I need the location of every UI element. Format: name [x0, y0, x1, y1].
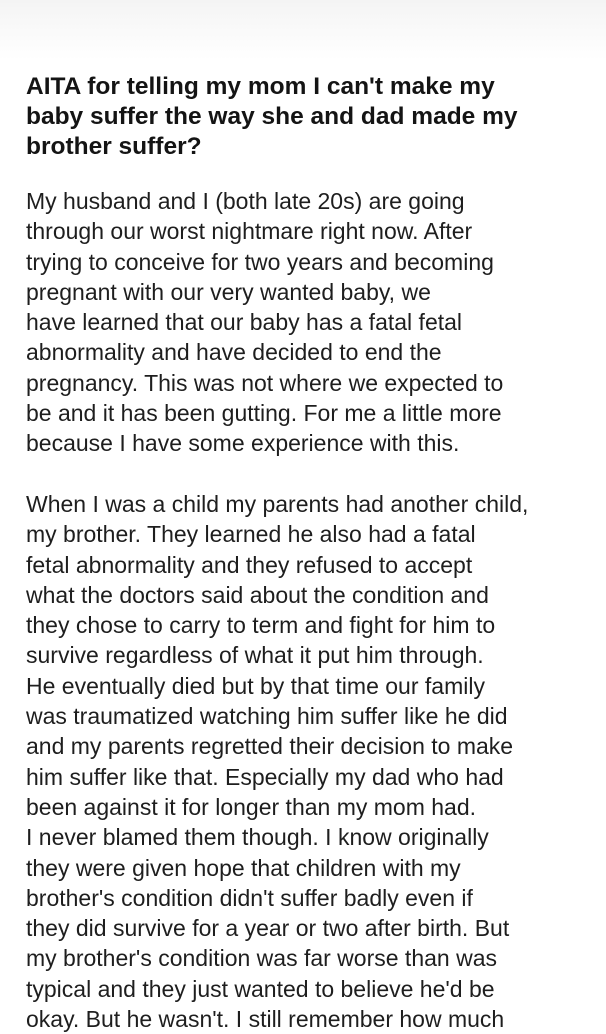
- top-fade: [0, 0, 606, 60]
- body-line: trying to conceive for two years and becoming: [26, 248, 494, 275]
- post-body: [26, 186, 606, 1033]
- body-line: survive regardless of what it put him through.: [26, 642, 484, 669]
- body-line: When I was a child my parents had another child,: [26, 490, 529, 517]
- body-line: pregnant with our very wanted baby, we: [26, 278, 431, 305]
- body-line: because I have some experience with this.: [26, 430, 460, 457]
- post-paragraph-1: [26, 186, 606, 459]
- body-line: my brother's condition was far worse than was: [26, 945, 497, 972]
- title-line: baby suffer the way she and dad made my: [26, 103, 518, 130]
- body-line: they chose to carry to term and fight for him to: [26, 612, 496, 639]
- body-line: I never blamed them though. I know originally: [26, 824, 489, 851]
- body-line: be and it has been gutting. For me a little more: [26, 400, 502, 427]
- body-line: my brother. They learned he also had a fatal: [26, 521, 476, 548]
- body-line: been against it for longer than my mom had.: [26, 793, 477, 820]
- body-line: him suffer like that. Especially my dad who had: [26, 763, 504, 790]
- body-line: they were given hope that children with my: [26, 854, 461, 881]
- body-line: He eventually died but by that time our family: [26, 672, 485, 699]
- paragraph-gap: [26, 459, 606, 489]
- body-line: they did survive for a year or two after birth. But: [26, 915, 510, 942]
- body-line: and my parents regretted their decision to make: [26, 733, 514, 760]
- title-line: brother suffer?: [26, 133, 202, 160]
- body-line: typical and they just wanted to believe he'd be: [26, 975, 495, 1002]
- post-title: [26, 72, 596, 162]
- body-line: fetal abnormality and they refused to accept: [26, 551, 473, 578]
- body-line: have learned that our baby has a fatal fetal: [26, 309, 463, 336]
- body-line: what the doctors said about the condition and: [26, 581, 489, 608]
- body-line: was traumatized watching him suffer like he did: [26, 703, 508, 730]
- body-line-cut-off: okay. But he wasn't. I still remember how much: [26, 1006, 505, 1033]
- body-line: through our worst nightmare right now. After: [26, 218, 473, 245]
- body-line: My husband and I (both late 20s) are going: [26, 188, 465, 214]
- body-line: abnormality and have decided to end the: [26, 339, 442, 366]
- post-paragraph-2: [26, 489, 606, 1033]
- body-line: brother's condition didn't suffer badly even if: [26, 884, 473, 911]
- title-line: AITA for telling my mom I can't make my: [26, 73, 495, 100]
- body-line: pregnancy. This was not where we expected to: [26, 369, 504, 396]
